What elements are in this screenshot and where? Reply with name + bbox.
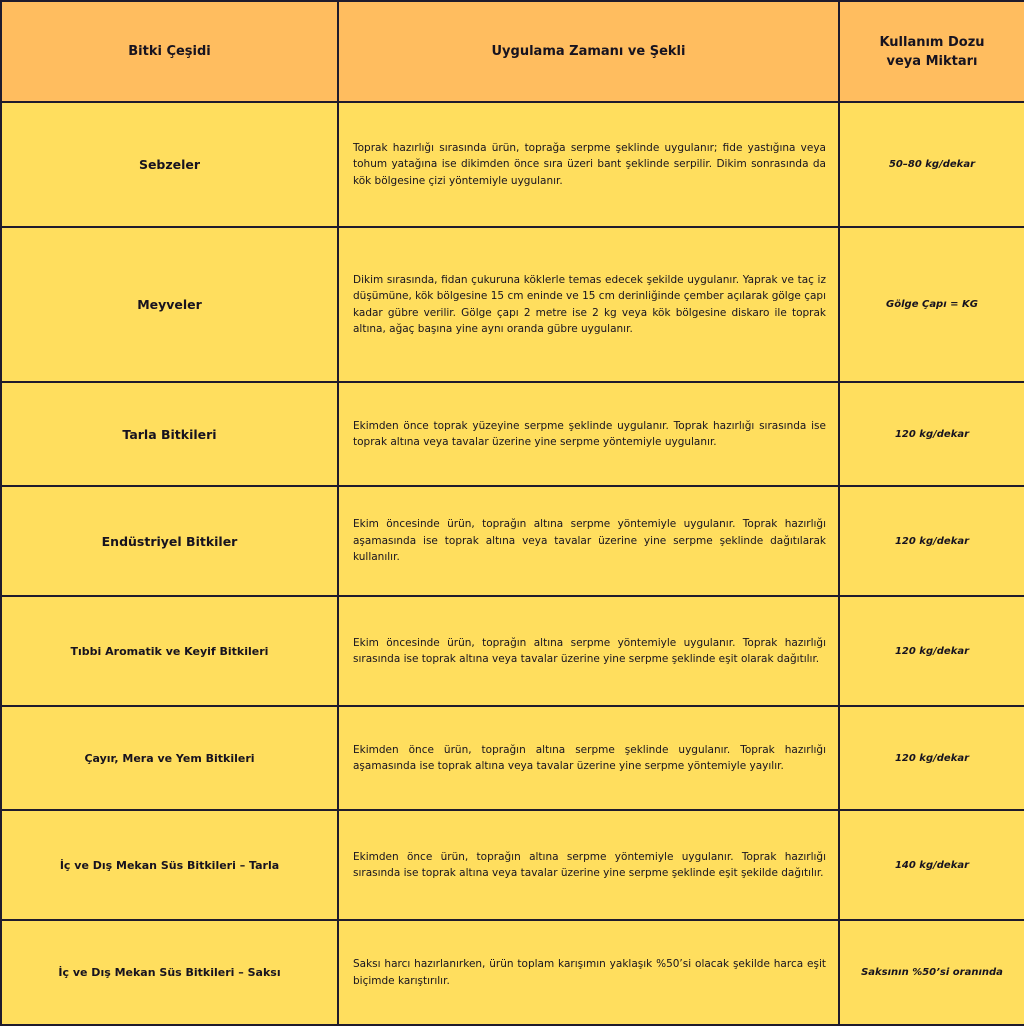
- plant-type-cell: Endüstriyel Bitkiler: [1, 486, 338, 596]
- application-cell: Ekimden önce toprak yüzeyine serpme şeklinde uygulanır. Toprak hazırlığı sırasında ise toprak altına veya tavalar üzerine yine serpme yöntemiyle uygulanır.: [338, 382, 839, 486]
- header-dose: Kullanım Dozu veya Miktarı: [839, 1, 1024, 102]
- table-row: [1, 810, 1024, 920]
- application-cell: Dikim sırasında, fidan çukuruna köklerle temas edecek şekilde uygulanır. Yaprak ve taç iz düşümüne, kök bölgesine 15 cm eninde ve 15 cm derinliğinde çember açılarak gölge çapı kadar gübre verilir. Gölge çapı 2 metre ise 2 kg veya kök bölgesine diskaro ile toprak altına, ağaç başına yine aynı oranda gübre uygulanır.: [338, 227, 839, 382]
- application-cell: Ekim öncesinde ürün, toprağın altına serpme yöntemiyle uygulanır. Toprak hazırlığı sırasında ise toprak altına veya tavalar üzerine yine serpme şeklinde eşit olarak dağıtılır.: [338, 596, 839, 706]
- dose-cell: Gölge Çapı = KG: [839, 227, 1024, 382]
- dose-cell: 120 kg/dekar: [839, 706, 1024, 810]
- dose-cell: Saksının %50’si oranında: [839, 920, 1024, 1025]
- table-row: [1, 382, 1024, 486]
- dose-cell: 120 kg/dekar: [839, 382, 1024, 486]
- table-row: [1, 596, 1024, 706]
- header-plant-type: Bitki Çeşidi: [1, 1, 338, 102]
- dose-cell: 120 kg/dekar: [839, 596, 1024, 706]
- dose-cell: 140 kg/dekar: [839, 810, 1024, 920]
- dose-cell: 120 kg/dekar: [839, 486, 1024, 596]
- plant-type-cell: Çayır, Mera ve Yem Bitkileri: [1, 706, 338, 810]
- application-cell: Ekim öncesinde ürün, toprağın altına serpme yöntemiyle uygulanır. Toprak hazırlığı aşamasında ise toprak altına veya tavalar üzerine yine serpme şeklinde dağıtılarak kullanılır.: [338, 486, 839, 596]
- header-row: [1, 1, 1024, 102]
- table-row: [1, 102, 1024, 227]
- table-row: [1, 486, 1024, 596]
- application-cell: Saksı harcı hazırlanırken, ürün toplam karışımın yaklaşık %50’si olacak şekilde harca eşit biçimde karıştırılır.: [338, 920, 839, 1025]
- plant-type-cell: Sebzeler: [1, 102, 338, 227]
- application-cell: Toprak hazırlığı sırasında ürün, toprağa serpme şeklinde uygulanır; fide yastığına veya tohum yatağına ise dikimden önce sıra üzeri bant şeklinde serpilir. Dikim sonrasında da kök bölgesine çizi yöntemiyle uygulanır.: [338, 102, 839, 227]
- table-row: [1, 920, 1024, 1025]
- application-cell: Ekimden önce ürün, toprağın altına serpme yöntemiyle uygulanır. Toprak hazırlığı sırasında ise toprak altına veya tavalar üzerine yine serpme şeklinde eşit şekilde dağıtılır.: [338, 810, 839, 920]
- table-row: [1, 227, 1024, 382]
- header-application: Uygulama Zamanı ve Şekli: [338, 1, 839, 102]
- plant-type-cell: Meyveler: [1, 227, 338, 382]
- plant-type-cell: Tıbbi Aromatik ve Keyif Bitkileri: [1, 596, 338, 706]
- dose-cell: 50–80 kg/dekar: [839, 102, 1024, 227]
- application-cell: Ekimden önce ürün, toprağın altına serpme şeklinde uygulanır. Toprak hazırlığı aşamasında ise toprak altına veya tavalar üzerine yine serpme yöntemiyle yayılır.: [338, 706, 839, 810]
- plant-type-cell: İç ve Dış Mekan Süs Bitkileri – Saksı: [1, 920, 338, 1025]
- table-row: [1, 706, 1024, 810]
- plant-type-cell: İç ve Dış Mekan Süs Bitkileri – Tarla: [1, 810, 338, 920]
- plant-type-cell: Tarla Bitkileri: [1, 382, 338, 486]
